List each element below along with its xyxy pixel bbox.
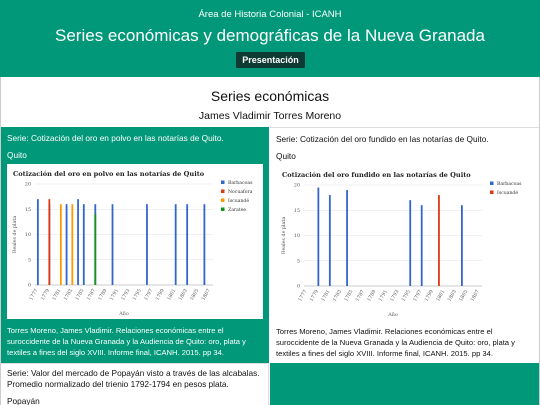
bar-barbacoas-1784 <box>346 190 348 286</box>
x-tick-label: 1787 <box>355 289 367 303</box>
x-tick-label: 1801 <box>435 289 447 303</box>
bar-barbacoas-1801 <box>175 204 177 285</box>
chart-title: Cotización del oro en polvo en las notarías de Quito <box>13 170 205 178</box>
y-tick-label: 15 <box>293 208 300 214</box>
card-citation: Torres Moreno, James Vladimir. Relaciones económicas entre el suroccidente de la Nueva Granada y la Audiencia de Quito: oro, plata y textiles a fines del siglo XVIII. Informe final, ICANH. 2015. pp 34. <box>276 327 515 358</box>
x-tick-label: 1779 <box>309 289 321 303</box>
bar-barbacoas-1803 <box>186 204 188 285</box>
series-card-empty <box>270 363 539 405</box>
site-title: Series económicas y demográficas de la Nueva Granada <box>55 26 485 45</box>
chart-svg <box>7 164 263 319</box>
card-citation: Torres Moreno, James Vladimir. Relaciones económicas entre el suroccidente de la Nueva Granada y la Audiencia de Quito: oro, plata y textiles a fines del siglo XVIII. Informe final, ICANH. 2015. pp 34. <box>7 326 246 357</box>
chart-title: Cotización del oro fundido en las notarías de Quito <box>282 171 471 179</box>
x-tick-label: 1803 <box>178 288 189 302</box>
y-tick-label: 5 <box>296 259 300 265</box>
x-axis-label: Año <box>119 312 129 317</box>
bar-iscuandé-1781 <box>60 204 62 285</box>
x-tick-label: 1783 <box>332 289 344 303</box>
presentation-button[interactable]: Presentación <box>236 52 305 68</box>
card-place-label: Quito <box>7 150 27 160</box>
y-axis-label: Reales de plata <box>13 215 18 254</box>
x-tick-label: 1789 <box>367 289 378 303</box>
x-tick-label: 1781 <box>52 288 63 302</box>
x-tick-label: 1777 <box>298 289 309 303</box>
x-axis-label: Año <box>388 313 398 318</box>
x-tick-label: 1805 <box>458 289 470 303</box>
card-place-label: Popayán <box>7 396 40 405</box>
y-tick-label: 20 <box>24 182 31 188</box>
card-serie-label: Serie: Valor del mercado de Popayán visto a través de las alcabalas. Promedio normalizado del trienio 1792-1794 en pesos plata. <box>7 368 260 389</box>
bar-zaratee-1787 <box>94 214 96 285</box>
site-header <box>0 0 540 77</box>
legend-swatch <box>221 181 225 185</box>
x-tick-label: 1807 <box>201 288 212 302</box>
chart-svg <box>276 165 532 320</box>
y-tick-label: 0 <box>27 283 31 289</box>
y-tick-label: 5 <box>27 258 31 264</box>
x-tick-label: 1791 <box>109 288 120 302</box>
bar-barbacoas-1785 <box>83 204 85 285</box>
x-tick-label: 1791 <box>378 289 389 303</box>
legend-label: Barbacoas <box>228 181 253 186</box>
chart-oro-fundido <box>276 165 532 320</box>
bar-barbacoas-1796 <box>146 204 148 285</box>
x-tick-label: 1789 <box>98 288 109 302</box>
bar-barbacoas-1804 <box>461 205 463 286</box>
y-tick-label: 10 <box>293 234 300 240</box>
bar-iscuandé-1800 <box>438 195 440 286</box>
card-serie-label: Serie: Cotización del oro en polvo en las notarías de Quito. <box>7 133 224 143</box>
x-tick-label: 1807 <box>470 289 481 303</box>
header-area-label: Área de Historia Colonial - ICANH <box>198 9 342 20</box>
legend-swatch <box>490 182 494 186</box>
chart-oro-polvo <box>7 164 263 319</box>
y-tick-label: 15 <box>24 207 31 213</box>
bar-barbacoas-1797 <box>421 205 423 286</box>
legend-label: Barbacoas <box>497 182 522 187</box>
x-tick-label: 1779 <box>40 288 52 302</box>
x-tick-label: 1799 <box>424 289 435 303</box>
legend-swatch <box>221 199 225 203</box>
card-serie-label: Serie: Cotización del oro fundido en las notarías de Quito. <box>276 134 489 144</box>
bar-barbacoas-1795 <box>409 200 411 286</box>
bar-barbacoas-1777 <box>37 199 39 285</box>
series-card-alcabalas[interactable] <box>1 363 269 405</box>
x-tick-label: 1797 <box>144 288 155 302</box>
y-tick-label: 20 <box>293 183 300 189</box>
legend-label: Zaratee <box>228 208 247 213</box>
legend-swatch <box>490 191 494 195</box>
card-place-label: Quito <box>276 151 296 161</box>
section-title: Series económicas <box>210 88 330 104</box>
legend-label: Iscuandé <box>497 191 519 196</box>
bar-barbacoas-1784 <box>77 199 79 285</box>
y-tick-label: 10 <box>24 233 31 239</box>
x-tick-label: 1793 <box>121 288 132 302</box>
bar-barbacoas-1779 <box>317 188 319 286</box>
x-tick-label: 1795 <box>132 288 143 302</box>
x-tick-label: 1781 <box>321 289 332 303</box>
bar-barbacoas-1790 <box>112 204 114 285</box>
bar-barbacoas-1782 <box>66 204 68 285</box>
bar-barbacoas-1781 <box>329 195 331 286</box>
legend-label: Nocuafora <box>228 190 253 195</box>
bar-iscuandé-1783 <box>71 204 73 285</box>
x-tick-label: 1795 <box>401 289 412 303</box>
x-tick-label: 1787 <box>86 288 98 302</box>
legend-label: Iscuandé <box>228 199 250 204</box>
series-card-oro-fundido[interactable] <box>270 127 539 363</box>
bar-barbacoas-1806 <box>203 204 205 285</box>
legend-swatch <box>221 190 225 194</box>
x-tick-label: 1805 <box>189 288 201 302</box>
legend-swatch <box>221 208 225 212</box>
y-tick-label: 0 <box>296 284 300 290</box>
section-author: James Vladimir Torres Moreno <box>198 110 342 122</box>
x-tick-label: 1803 <box>447 289 458 303</box>
x-tick-label: 1801 <box>166 288 178 302</box>
x-tick-label: 1793 <box>390 289 401 303</box>
x-tick-label: 1785 <box>344 289 355 303</box>
y-axis-label: Reales de plata <box>282 216 287 255</box>
series-card-oro-polvo[interactable] <box>1 127 269 363</box>
x-tick-label: 1785 <box>75 288 86 302</box>
x-tick-label: 1777 <box>29 288 40 302</box>
x-tick-label: 1799 <box>155 288 166 302</box>
x-tick-label: 1797 <box>413 289 424 303</box>
bar-nocuafora-1779 <box>48 199 50 285</box>
x-tick-label: 1783 <box>63 288 75 302</box>
